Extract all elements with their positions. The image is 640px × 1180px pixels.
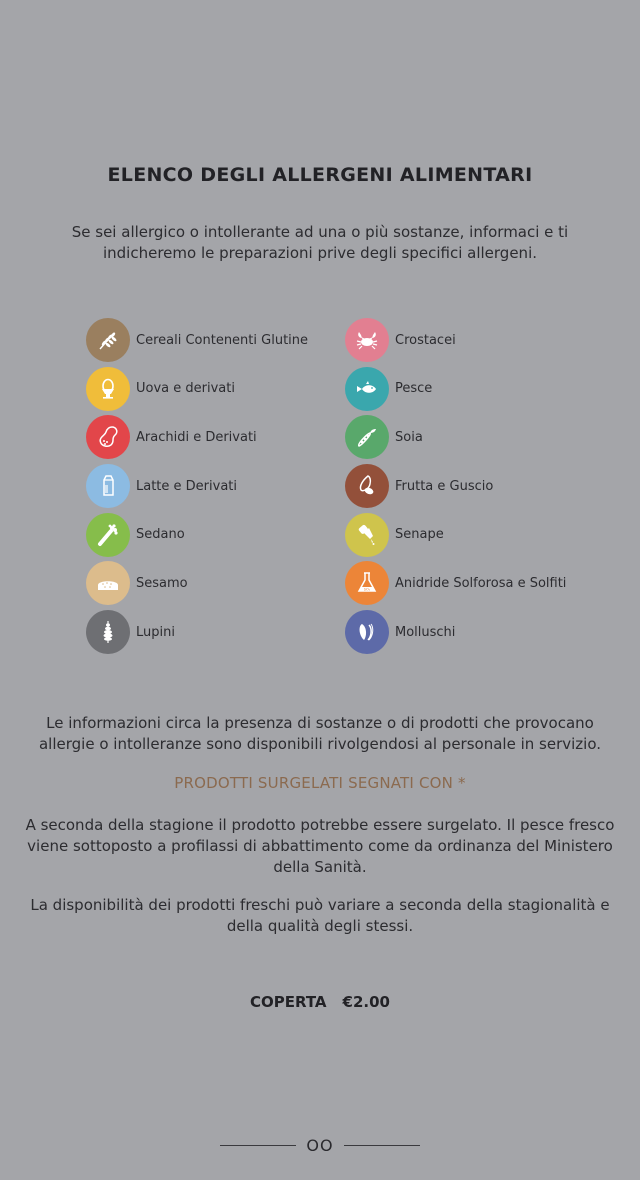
allergen-label: Sedano: [136, 527, 185, 543]
allergen-item: [86, 513, 308, 557]
cover-charge: [0, 993, 640, 1011]
allergen-label: Cereali Contenenti Glutine: [136, 332, 309, 348]
allergen-item: [86, 367, 308, 411]
allergen-item: [86, 318, 308, 362]
svg-text:SO₂: SO₂: [363, 587, 371, 592]
allergen-column-right: [345, 318, 566, 659]
mustard-icon: [345, 513, 389, 557]
intro-text: Se sei allergico o intollerante ad una o più sostanze, informaci e ti indicheremo le preparazioni prive degli specifici allergeni.: [71, 223, 569, 262]
page-title: ELENCO DEGLI ALLERGENI ALIMENTARI: [107, 164, 533, 186]
allergen-item: [345, 318, 566, 362]
allergen-label: Molluschi: [395, 624, 456, 640]
milk-carton-icon: [86, 464, 130, 508]
lupin-icon: [86, 610, 130, 654]
allergen-label: Lupini: [136, 624, 175, 640]
allergen-column-left: [86, 318, 308, 659]
cover-charge-price: €2.00: [342, 993, 390, 1011]
allergen-label: Arachidi e Derivati: [136, 429, 257, 445]
allergen-label: Pesce: [395, 381, 433, 397]
availability-note: La disponibilità dei prodotti freschi può variare a seconda della stagionalità e della qualità degli stessi.: [30, 896, 610, 935]
allergen-label: Soia: [395, 429, 423, 445]
allergen-item: [345, 610, 566, 654]
season-note: A seconda della stagione il prodotto potrebbe essere surgelato. Il pesce fresco viene sottoposto a profilassi di abbattimento come da ordinanza del Ministero della Sanità.: [25, 816, 615, 876]
allergen-item: [345, 415, 566, 459]
allergen-label: Frutta e Guscio: [395, 478, 494, 494]
allergen-label: Senape: [395, 527, 444, 543]
allergen-item: [86, 415, 308, 459]
mussel-icon: [345, 610, 389, 654]
fish-icon: [345, 367, 389, 411]
nut-icon: [345, 464, 389, 508]
allergen-item: [345, 561, 566, 605]
frozen-products-note: PRODOTTI SURGELATI SEGNATI CON *: [174, 774, 466, 792]
allergen-item: [86, 561, 308, 605]
crab-icon: [345, 318, 389, 362]
allergen-label: Uova e derivati: [136, 381, 235, 397]
allergen-label: Crostacei: [395, 332, 456, 348]
egg-icon: [86, 367, 130, 411]
soy-icon: [345, 415, 389, 459]
allergen-label: Latte e Derivati: [136, 478, 237, 494]
bread-icon: [86, 561, 130, 605]
allergen-item: [345, 464, 566, 508]
flask-icon: [345, 561, 389, 605]
divider-left: [220, 1145, 296, 1146]
allergy-info-text: Le informazioni circa la presenza di sostanze o di prodotti che provocano allergie o intolleranze sono disponibili rivolgendosi al personale in servizio.: [38, 714, 602, 753]
page-number: OO: [306, 1136, 334, 1155]
allergen-item: [345, 513, 566, 557]
allergen-label: Anidride Solforosa e Solfiti: [395, 575, 567, 591]
peanut-icon: [86, 415, 130, 459]
celery-icon: [86, 513, 130, 557]
allergen-item: [345, 367, 566, 411]
wheat-icon: [86, 318, 130, 362]
page-footer: [0, 1136, 640, 1155]
allergen-label: Sesamo: [136, 575, 188, 591]
divider-right: [344, 1145, 420, 1146]
allergen-item: [86, 464, 308, 508]
cover-charge-label: COPERTA: [249, 993, 327, 1011]
allergen-item: [86, 610, 308, 654]
